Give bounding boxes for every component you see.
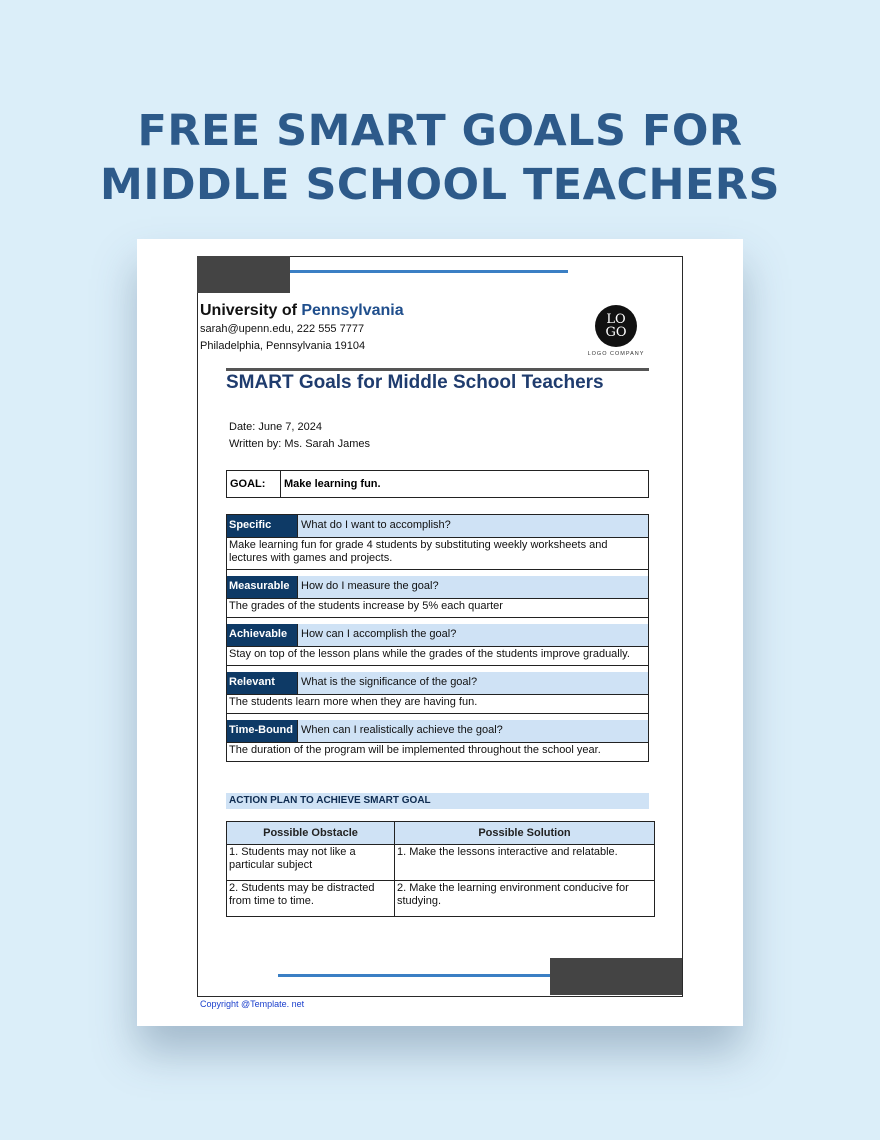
smart-answer: The duration of the program will be implemented throughout the school year. <box>227 742 648 761</box>
goal-box <box>226 470 649 498</box>
smart-answer: The students learn more when they are having fun. <box>227 694 648 714</box>
address-line: Philadelphia, Pennsylvania 19104 <box>200 340 366 352</box>
smart-answer: Make learning fun for grade 4 students by substituting weekly worksheets and lectures with games and projects. <box>227 537 648 570</box>
document-author: Written by: Ms. Sarah James <box>229 438 371 450</box>
title-rule <box>226 368 649 371</box>
smart-question: What is the significance of the goal? <box>297 672 477 694</box>
company-logo <box>585 305 647 357</box>
table-row <box>227 881 655 917</box>
contact-line: sarah@upenn.edu, 222 555 7777 <box>200 323 365 335</box>
smart-row <box>227 515 648 570</box>
goal-value: Make learning fun. <box>284 478 381 490</box>
logo-icon: LO GO <box>595 305 637 347</box>
smart-key: Specific <box>227 515 297 537</box>
smart-row <box>227 672 648 714</box>
solution-cell: 2. Make the learning environment conducive for studying. <box>395 881 655 917</box>
goal-label: GOAL: <box>227 471 281 497</box>
university-name <box>200 302 404 320</box>
logo-caption: LOGO COMPANY <box>587 351 645 357</box>
smart-question: How do I measure the goal? <box>297 576 439 598</box>
smart-question: How can I accomplish the goal? <box>297 624 456 646</box>
document-date: Date: June 7, 2024 <box>229 421 322 433</box>
header-accent-line <box>290 270 568 273</box>
action-plan-table <box>226 821 655 917</box>
table-header-row <box>227 822 655 845</box>
headline-line-1: FREE SMART GOALS FOR <box>137 106 743 156</box>
smart-row <box>227 624 648 666</box>
smart-row <box>227 576 648 618</box>
university-prefix: University of <box>200 302 302 319</box>
page-headline <box>0 104 880 212</box>
smart-answer: The grades of the students increase by 5% each quarter <box>227 598 648 618</box>
obstacle-cell: 1. Students may not like a particular subject <box>227 845 395 881</box>
footer-dark-block <box>550 958 682 995</box>
document-preview <box>137 239 743 1026</box>
smart-question: What do I want to accomplish? <box>297 515 451 537</box>
university-highlight: Pennsylvania <box>301 302 404 319</box>
header-dark-block <box>197 256 290 293</box>
obstacle-cell: 2. Students may be distracted from time to time. <box>227 881 395 917</box>
smart-row <box>227 720 648 761</box>
smart-key: Achievable <box>227 624 297 646</box>
smart-table <box>226 514 649 762</box>
column-header-solution: Possible Solution <box>395 822 655 845</box>
smart-key: Relevant <box>227 672 297 694</box>
headline-line-2: MIDDLE SCHOOL TEACHERS <box>100 160 780 210</box>
document-title: SMART Goals for Middle School Teachers <box>226 372 604 393</box>
smart-key: Time-Bound <box>227 720 297 742</box>
copyright-link[interactable]: Copyright @Template. net <box>200 999 305 1009</box>
smart-key: Measurable <box>227 576 297 598</box>
smart-answer: Stay on top of the lesson plans while the grades of the students improve gradually. <box>227 646 648 666</box>
solution-cell: 1. Make the lessons interactive and relatable. <box>395 845 655 881</box>
table-row <box>227 845 655 881</box>
footer-accent-line <box>278 974 550 977</box>
smart-question: When can I realistically achieve the goal? <box>297 720 503 742</box>
column-header-obstacle: Possible Obstacle <box>227 822 395 845</box>
action-plan-heading: ACTION PLAN TO ACHIEVE SMART GOAL <box>226 793 649 809</box>
